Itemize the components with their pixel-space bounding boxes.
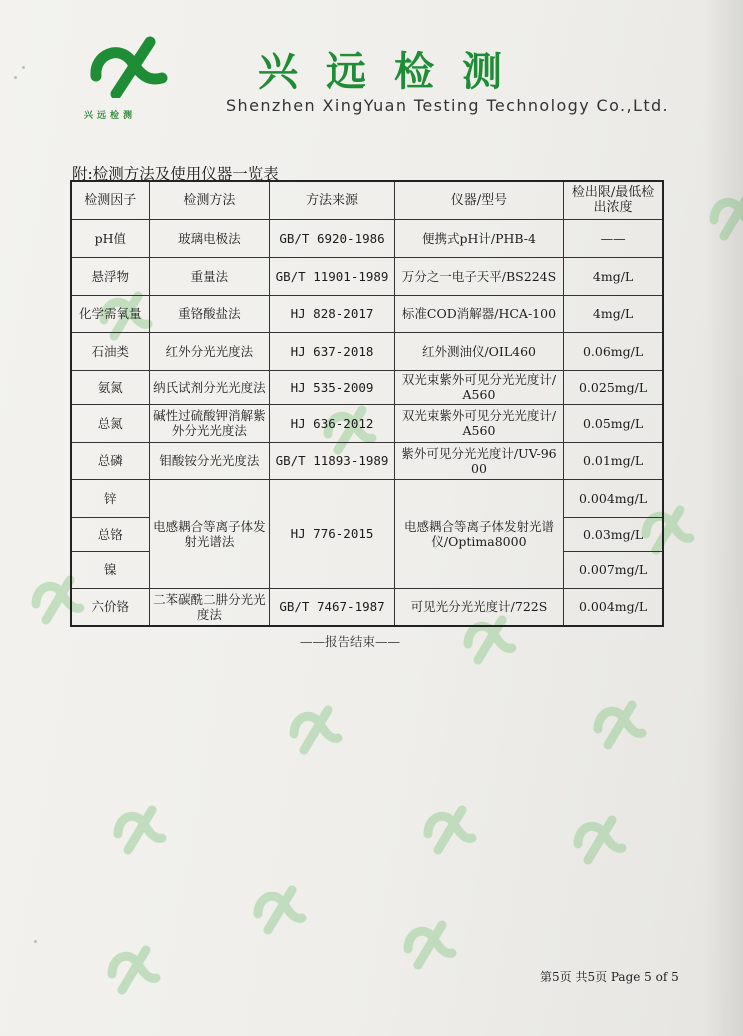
cell-limit: 0.025mg/L [564,370,663,404]
cell-factor: 六价铬 [71,588,149,626]
cell-method: 纳氏试剂分光光度法 [149,370,270,404]
cell-factor: 化学需氧量 [71,295,149,332]
header-factor: 检测因子 [71,181,149,219]
cell-method: 重量法 [149,257,270,295]
watermark-logo-icon [104,940,164,996]
header-instrument: 仪器/型号 [394,181,563,219]
table-row [71,404,663,442]
cell-factor: 总氮 [71,404,149,442]
cell-instrument: 双光束紫外可见分光光度计/A560 [394,370,563,404]
watermark-logo-icon [250,880,310,936]
cell-method-merged: 电感耦合等离子体发射光谱法 [149,479,270,588]
cell-factor: pH值 [71,219,149,257]
table-row [71,588,663,626]
table-row [71,442,663,479]
cell-method: 红外分光光度法 [149,332,270,370]
cell-source: HJ 636-2012 [270,404,395,442]
attachment-title: 附:检测方法及使用仪器一览表 [72,165,279,183]
cell-factor: 总铬 [71,517,149,551]
table-row [71,219,663,257]
cell-instrument: 双光束紫外可见分光光度计/A560 [394,404,563,442]
cell-factor: 石油类 [71,332,149,370]
paper-speck [14,76,17,79]
header-limit: 检出限/最低检出浓度 [564,181,663,219]
cell-method: 玻璃电极法 [149,219,270,257]
report-end-mark: ——报告结束—— [300,634,401,649]
cell-limit: 0.007mg/L [564,551,663,588]
cell-instrument: 便携式pH计/PHB-4 [394,219,563,257]
watermark-logo-icon [400,915,460,971]
cell-limit: 0.03mg/L [564,517,663,551]
cell-source: GB/T 6920-1986 [270,219,395,257]
watermark-logo-icon [420,800,480,856]
page-edge-shadow [703,0,743,1036]
cell-source: GB/T 7467-1987 [270,588,395,626]
cell-limit: 0.004mg/L [564,588,663,626]
cell-method: 碱性过硫酸钾消解紫外分光光度法 [149,404,270,442]
watermark-logo-icon [570,810,630,866]
cell-limit: —— [564,219,663,257]
table-row [71,257,663,295]
table-row [71,332,663,370]
cell-source: GB/T 11893-1989 [270,442,395,479]
table-row [71,370,663,404]
cell-source-merged: HJ 776-2015 [270,479,395,588]
cell-limit: 0.06mg/L [564,332,663,370]
cell-limit: 4mg/L [564,295,663,332]
cell-instrument: 紫外可见分光光度计/UV-9600 [394,442,563,479]
cell-limit: 0.01mg/L [564,442,663,479]
watermark-logo-icon [590,695,650,751]
company-logo-icon [90,36,172,98]
cell-instrument: 标准COD消解器/HCA-100 [394,295,563,332]
cell-limit: 0.05mg/L [564,404,663,442]
paper-speck [22,66,25,69]
cell-source: GB/T 11901-1989 [270,257,395,295]
cell-factor: 总磷 [71,442,149,479]
cell-instrument: 万分之一电子天平/BS224S [394,257,563,295]
cell-source: HJ 535-2009 [270,370,395,404]
cell-instrument: 可见光分光光度计/722S [394,588,563,626]
cell-factor: 锌 [71,479,149,517]
cell-factor: 氨氮 [71,370,149,404]
cell-instrument-merged: 电感耦合等离子体发射光谱仪/Optima8000 [394,479,563,588]
cell-factor: 镍 [71,551,149,588]
cell-instrument: 红外测油仪/OIL460 [394,332,563,370]
cell-limit: 0.004mg/L [564,479,663,517]
watermark-logo-icon [110,800,170,856]
cell-method: 二苯碳酰二肼分光光度法 [149,588,270,626]
cell-method: 钼酸铵分光光度法 [149,442,270,479]
cell-source: HJ 637-2018 [270,332,395,370]
methods-table [70,180,664,627]
logo-caption: 兴远检测 [84,111,137,121]
table-row [71,479,663,517]
table-header-row [71,181,663,219]
company-name-en: Shenzhen XingYuan Testing Technology Co.,Ltd. [226,96,670,115]
cell-limit: 4mg/L [564,257,663,295]
header-method: 检测方法 [149,181,270,219]
paper-speck [34,940,37,943]
watermark-logo-icon [286,700,346,756]
company-name-cn: 兴远检测 [258,49,530,95]
cell-method: 重铬酸盐法 [149,295,270,332]
header-source: 方法来源 [270,181,395,219]
table-row [71,295,663,332]
cell-source: HJ 828-2017 [270,295,395,332]
cell-factor: 悬浮物 [71,257,149,295]
page-footer: 第5页 共5页 Page 5 of 5 [540,970,679,984]
